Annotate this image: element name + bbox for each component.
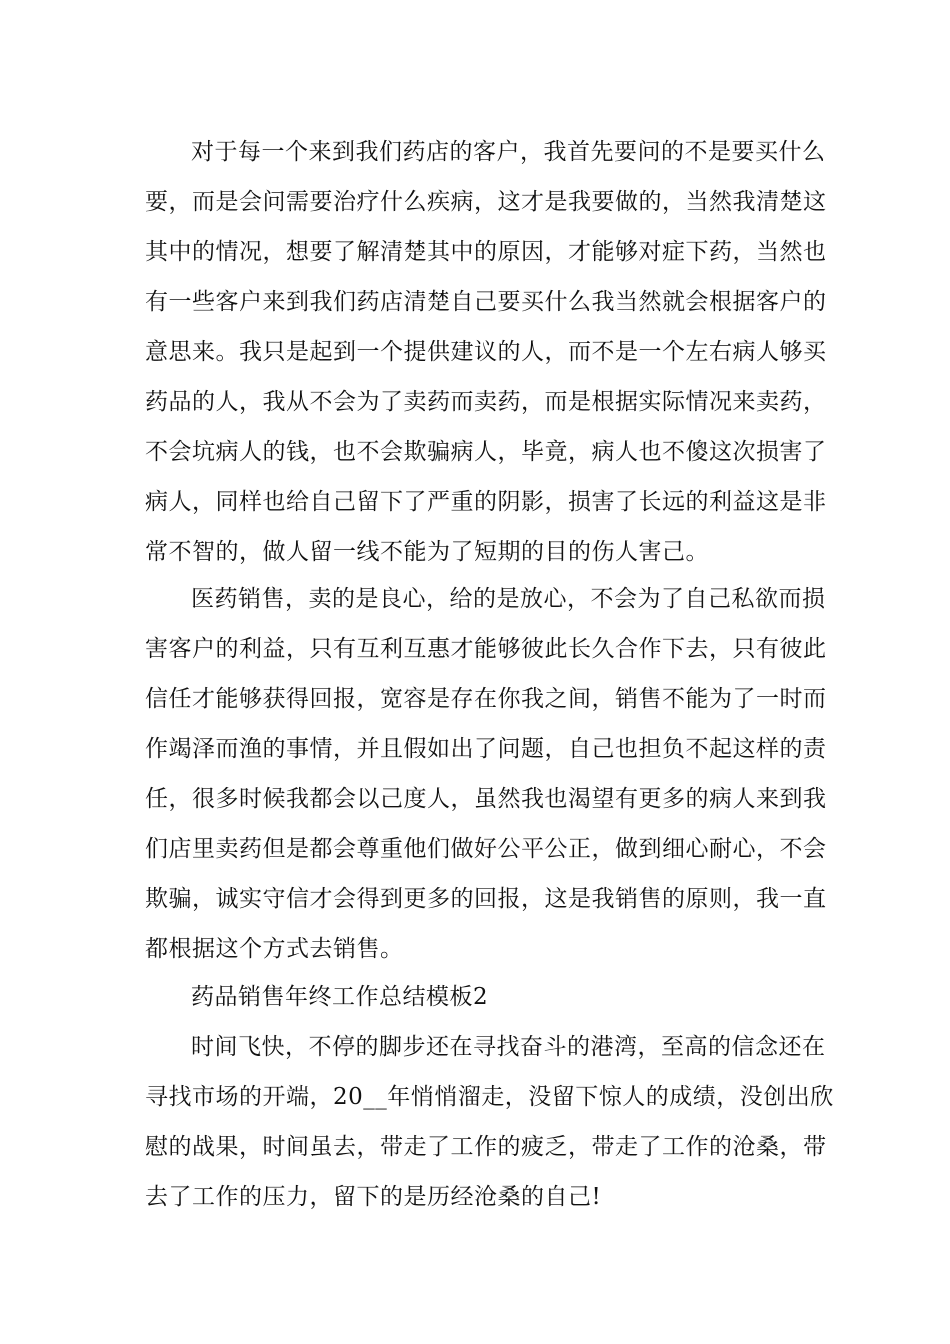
paragraph-line: 常不智的，做人留一线不能为了短期的目的伤人害己。 [145, 539, 709, 565]
paragraph-line: 信任才能够获得回报，宽容是存在你我之间，销售不能为了一时而 [145, 686, 827, 712]
paragraph-line: 欺骗，诚实守信才会得到更多的回报，这是我销售的原则，我一直 [145, 886, 827, 912]
paragraph-line: 医药销售，卖的是良心，给的是放心，不会为了自己私欲而损 [191, 586, 826, 612]
section-heading-block [145, 972, 809, 1022]
paragraph-line: 寻找市场的开端，20__年悄悄溜走，没留下惊人的成绩，没创出欣 [145, 1084, 834, 1110]
paragraph-line: 有一些客户来到我们药店清楚自己要买什么我当然就会根据客户的 [145, 289, 827, 315]
paragraph-line: 病人，同样也给自己留下了严重的阴影，损害了长远的利益这是非 [145, 489, 827, 515]
section-heading: 药品销售年终工作总结模板2 [191, 984, 489, 1010]
paragraph-line: 对于每一个来到我们药店的客户，我首先要问的不是要买什么 [191, 139, 826, 165]
paragraph-line: 去了工作的压力，留下的是历经沧桑的自己! [145, 1184, 602, 1210]
paragraph-line: 意思来。我只是起到一个提供建议的人，而不是一个左右病人够买 [145, 339, 827, 365]
paragraph-line: 要，而是会问需要治疗什么疾病，这才是我要做的，当然我清楚这 [145, 189, 827, 215]
paragraph-line: 作竭泽而渔的事情，并且假如出了问题，自己也担负不起这样的责 [145, 736, 827, 762]
paragraph-line: 时间飞快，不停的脚步还在寻找奋斗的港湾，至高的信念还在 [191, 1034, 826, 1060]
paragraph-line: 慰的战果，时间虽去，带走了工作的疲乏，带走了工作的沧桑，带 [145, 1134, 827, 1160]
paragraph-line: 都根据这个方式去销售。 [145, 936, 404, 962]
paragraph-line: 不会坑病人的钱，也不会欺骗病人，毕竟，病人也不傻这次损害了 [145, 439, 827, 465]
paragraph-time-flies [145, 1022, 834, 1222]
paragraph-line: 药品的人，我从不会为了卖药而卖药，而是根据实际情况来卖药， [145, 389, 827, 415]
paragraph-customer-service [145, 127, 827, 577]
paragraph-sales-ethics [145, 574, 827, 974]
paragraph-line: 害客户的利益，只有互利互惠才能够彼此长久合作下去，只有彼此 [145, 636, 827, 662]
paragraph-line: 其中的情况，想要了解清楚其中的原因，才能够对症下药，当然也 [145, 239, 827, 265]
paragraph-line: 任，很多时候我都会以己度人，虽然我也渴望有更多的病人来到我 [145, 786, 827, 812]
paragraph-line: 们店里卖药但是都会尊重他们做好公平公正，做到细心耐心，不会 [145, 836, 827, 862]
